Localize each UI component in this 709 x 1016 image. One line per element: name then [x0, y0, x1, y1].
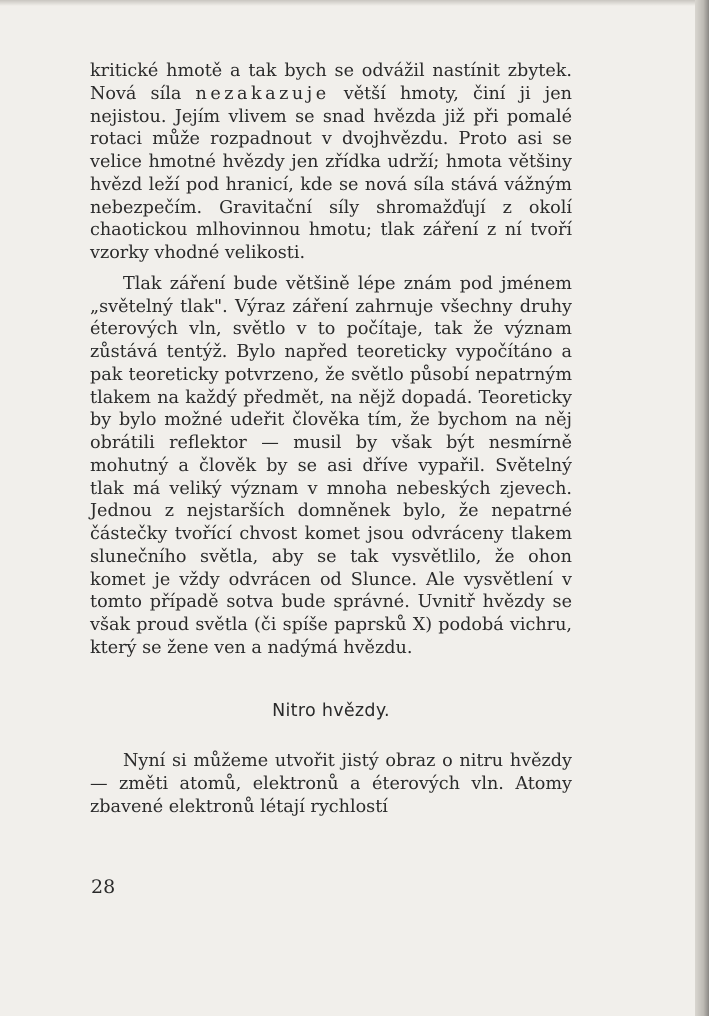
emphasized-word: nezakazuje — [195, 83, 330, 104]
paragraph-1-part-1: kritické hmotě a tak bych se odvážil nastínit zbytek. Nová síla — [90, 61, 572, 104]
paragraph-1-part-2: větší hmoty, činí ji jen nejistou. Jejím vlivem se snad hvězda již při pomalé rotaci může rozpadnout v dvojhvězdu. Proto asi se velice hmotné hvězdy jen zřídka udrží; hmota většiny hvězd leží pod hranicí, kde se nová síla stává vážným nebezpečím. Gravitační síly shromažďují z okolí chaotickou mlhovinnou hmotu; tlak záření z ní tvoří vzorky vhodné velikosti. — [90, 83, 572, 263]
paragraph-3: Nyní si můžeme utvořit jistý obraz o nitru hvězdy — změti atomů, elektronů a éterových vln. Atomy zbavené elektronů létají rychlostí — [90, 751, 572, 817]
page-number: 28 — [91, 876, 116, 898]
paragraph-1 — [90, 60, 572, 265]
page-top-edge — [0, 0, 709, 6]
page-text — [90, 60, 572, 819]
section-heading: Nitro hvězdy. — [272, 700, 390, 721]
book-gutter — [695, 0, 709, 1016]
paragraph-2: Tlak záření bude většině lépe znám pod jménem „světelný tlak". Výraz záření zahrnuje všechny druhy éterových vln, světlo v to počítaje, tak že význam zůstává tentýž. Bylo napřed teoreticky vypočítáno a pak teoreticky potvrzeno, že světlo působí nepatrným tlakem na každý předmět, na nějž dopadá. Teoreticky by bylo možné udeřit člověka tím, že bychom na něj obrátili reflektor — musil by však být nesmírně mohutný a člověk by se asi dříve vypařil. Světelný tlak má veliký význam v mnoha nebeských zjevech. Jednou z nejstarších domněnek bylo, že nepatrné částečky tvořící chvost komet jsou odvráceny tlakem slunečního světla, aby se tak vysvětlilo, že ohon komet je vždy odvrácen od Slunce. Ale vysvětlení v tomto případě sotva bude správné. Uvnitř hvězdy se však proud světla (či spíše paprsků X) podobá vichru, který se žene ven a nadýmá hvězdu. — [90, 273, 572, 658]
